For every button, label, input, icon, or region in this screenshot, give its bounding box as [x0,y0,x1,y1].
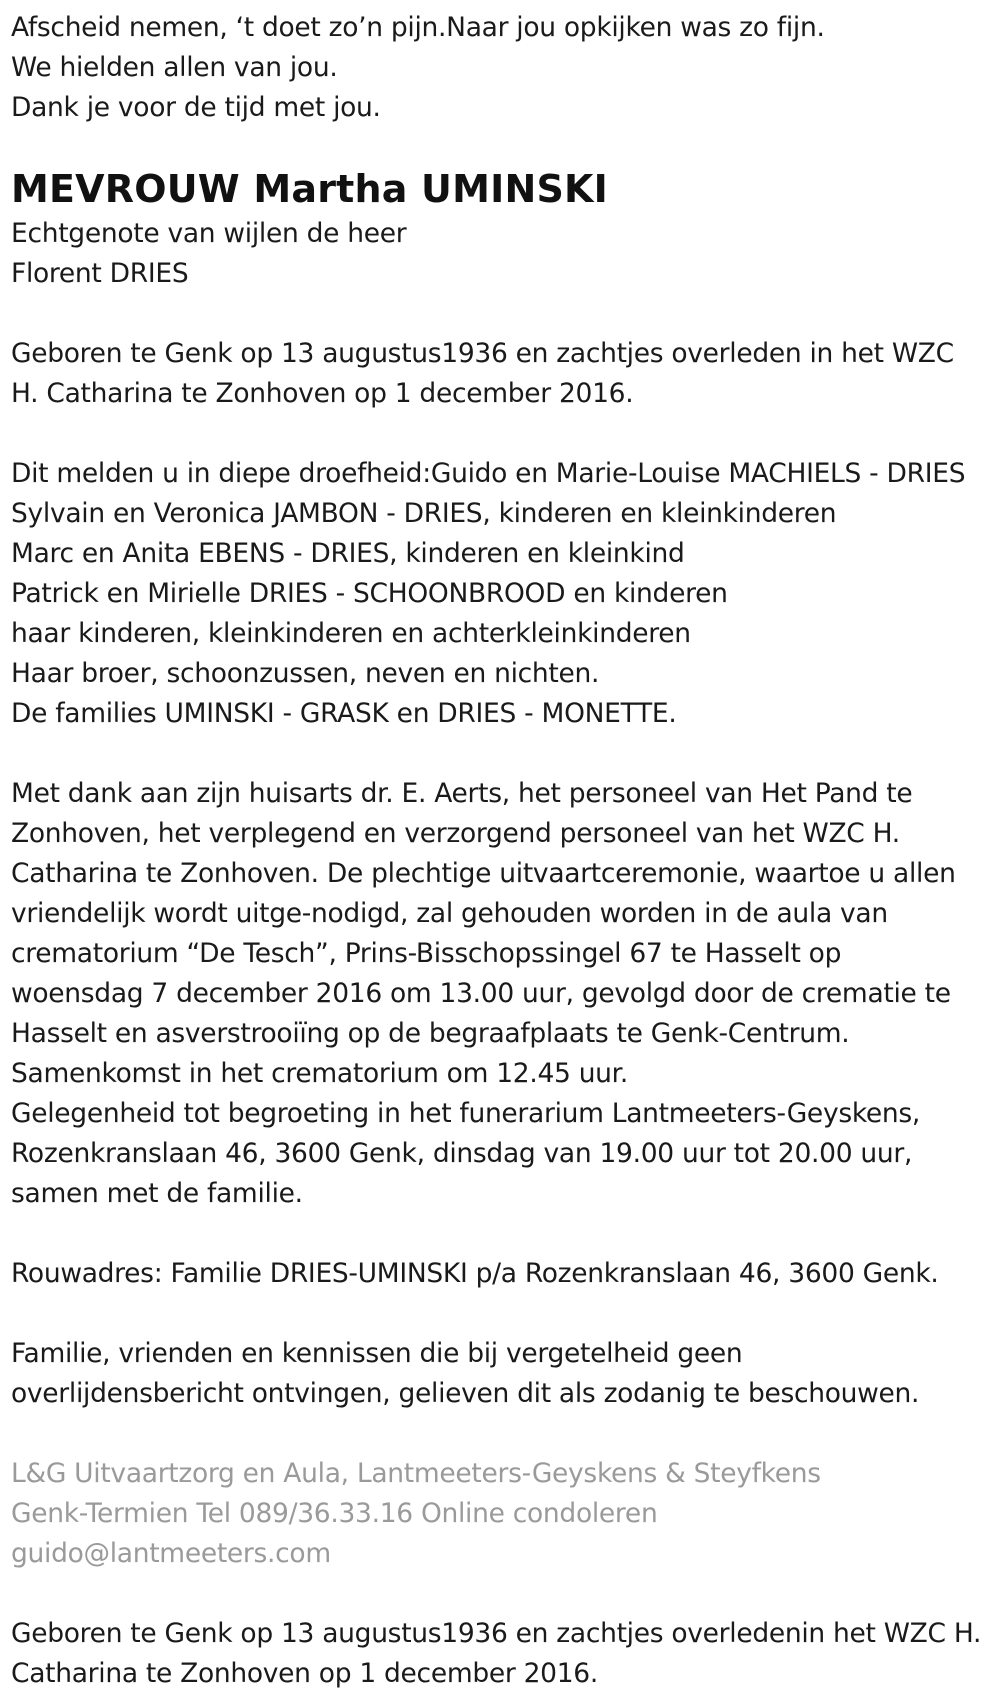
funeral-home-line: L&G Uitvaartzorg en Aula, Lantmeeters-Geyskens & Steyfkens [11,1458,821,1489]
spouse-line: Florent DRIES [11,258,189,289]
ceremony-line: Zonhoven, het verplegend en verzorgend personeel van het WZC H. [11,818,900,849]
notice [11,1334,1000,1414]
mourning-address [11,1254,1000,1294]
birth-repeat-line: Catharina te Zonhoven op 1 december 2016. [11,1658,598,1689]
poem-line: Dank je voor de tijd met jou. [11,92,381,123]
birth-line: H. Catharina te Zonhoven op 1 december 2016. [11,378,634,409]
ceremony-line: Gelegenheid tot begroeting in het funerarium Lantmeeters-Geyskens, [11,1098,921,1129]
ceremony-line: crematorium “De Tesch”, Prins-Bisschopssingel 67 te Hasselt op [11,938,842,969]
family-announcement [11,454,1000,734]
birth-death-repeat [11,1614,1000,1694]
birth-repeat-line: Geboren te Genk op 13 augustus1936 en zachtjes overledenin het WZC H. [11,1618,982,1649]
ceremony-line: Rozenkranslaan 46, 3600 Genk, dinsdag van 19.00 uur tot 20.00 uur, [11,1138,913,1169]
family-line: Marc en Anita EBENS - DRIES, kinderen en kleinkind [11,538,685,569]
address-line: Rouwadres: Familie DRIES-UMINSKI p/a Rozenkranslaan 46, 3600 Genk. [11,1258,939,1289]
family-line: De families UMINSKI - GRASK en DRIES - MONETTE. [11,698,677,729]
funeral-home-line: Genk-Termien Tel 089/36.33.16 Online condoleren [11,1498,658,1529]
poem [11,8,1000,128]
ceremony-line: Met dank aan zijn huisarts dr. E. Aerts, het personeel van Het Pand te [11,778,913,809]
poem-line: Afscheid nemen, ‘t doet zo’n pijn.Naar jou opkijken was zo fijn. [11,12,825,43]
family-line: Haar broer, schoonzussen, neven en nichten. [11,658,600,689]
ceremony-line: samen met de familie. [11,1178,303,1209]
ceremony-line: Hasselt en asverstrooiïng op de begraafplaats te Genk-Centrum. [11,1018,850,1049]
family-line: haar kinderen, kleinkinderen en achterkleinkinderen [11,618,691,649]
funeral-home-info [11,1454,1000,1574]
family-line: Sylvain en Veronica JAMBON - DRIES, kinderen en kleinkinderen [11,498,837,529]
funeral-home-email: guido@lantmeeters.com [11,1538,331,1569]
notice-line: overlijdensbericht ontvingen, gelieven dit als zodanig te beschouwen. [11,1378,920,1409]
ceremony-line: Samenkomst in het crematorium om 12.45 uur. [11,1058,628,1089]
family-line: Dit melden u in diepe droefheid:Guido en Marie-Louise MACHIELS - DRIES [11,458,966,489]
ceremony-line: Catharina te Zonhoven. De plechtige uitvaartceremonie, waartoe u allen [11,858,956,889]
birth-death-info [11,334,1000,414]
spouse-line: Echtgenote van wijlen de heer [11,218,407,249]
ceremony-line: vriendelijk wordt uitge-nodigd, zal gehouden worden in de aula van [11,898,888,929]
family-line: Patrick en Mirielle DRIES - SCHOONBROOD en kinderen [11,578,728,609]
birth-line: Geboren te Genk op 13 augustus1936 en zachtjes overleden in het WZC [11,338,954,369]
ceremony-line: woensdag 7 december 2016 om 13.00 uur, gevolgd door de crematie te [11,978,951,1009]
spouse-info [11,214,1000,294]
notice-line: Familie, vrienden en kennissen die bij vergetelheid geen [11,1338,743,1369]
deceased-name: MEVROUW Martha UMINSKI [11,167,608,211]
poem-line: We hielden allen van jou. [11,52,338,83]
ceremony-info [11,774,1000,1214]
